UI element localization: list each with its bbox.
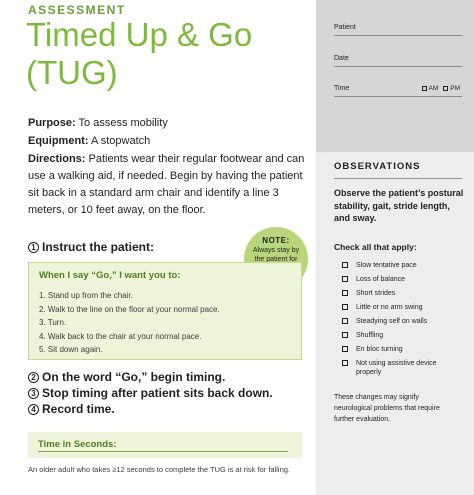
observation-checklist	[342, 261, 444, 383]
date-label: Date	[334, 55, 349, 62]
checklist-label: En bloc turning	[356, 346, 403, 353]
am-option[interactable]	[422, 85, 439, 92]
pm-label: PM	[450, 85, 460, 92]
checklist-label: Loss of balance	[356, 276, 406, 283]
panel-notch	[316, 144, 334, 153]
step-1-number: 1	[28, 242, 39, 253]
checklist-label: Not using assistive device properly	[356, 360, 437, 376]
step-2-text: On the word “Go,” begin timing.	[42, 370, 226, 384]
date-field[interactable]	[334, 55, 462, 62]
checkbox[interactable]	[342, 332, 348, 338]
checkbox[interactable]	[342, 276, 348, 282]
am-checkbox[interactable]	[422, 86, 427, 91]
date-underline	[334, 66, 462, 67]
time-underline	[334, 96, 462, 97]
checklist-label: Shuffling	[356, 332, 384, 339]
equipment-label: Equipment:	[28, 135, 89, 147]
directions-label: Directions:	[28, 153, 86, 165]
step-2	[28, 370, 225, 384]
step-3	[28, 386, 273, 400]
time-in-seconds-label: Time in Seconds:	[38, 439, 117, 450]
purpose-line	[28, 115, 310, 132]
evaluation-note: These changes may signify neurological problems that require further evaluation.	[334, 394, 440, 423]
checklist-item[interactable]	[342, 289, 444, 303]
checkbox[interactable]	[342, 318, 348, 324]
section-label: ASSESSMENT	[28, 3, 126, 17]
instructions-heading: When I say “Go,” I want you to:	[39, 270, 181, 281]
equipment-text: A stopwatch	[88, 135, 151, 147]
checklist-item[interactable]	[342, 303, 444, 317]
pm-checkbox[interactable]	[443, 86, 448, 91]
patient-label: Patient	[334, 24, 356, 31]
checkbox[interactable]	[342, 262, 348, 268]
step-4-text: Record time.	[42, 402, 115, 416]
patient-field[interactable]	[334, 24, 462, 31]
purpose-text: To assess mobility	[75, 117, 168, 129]
time-in-seconds-field[interactable]	[38, 451, 288, 452]
time-field[interactable]	[334, 85, 462, 92]
checklist-item[interactable]	[342, 261, 444, 275]
time-in-seconds-row	[28, 432, 302, 458]
note-body: Always stay by the patient for	[252, 247, 300, 263]
observations-divider	[334, 178, 462, 179]
page-title-line2: (TUG)	[26, 54, 118, 91]
page-title-line1: Timed Up & Go	[26, 16, 253, 53]
observations-panel	[316, 0, 474, 495]
step-4-number: 4	[28, 404, 39, 415]
patient-info-panel	[316, 0, 474, 152]
checkbox[interactable]	[342, 290, 348, 296]
step-1	[28, 240, 154, 254]
step-3-text: Stop timing after patient sits back down.	[42, 386, 273, 400]
instructions-list	[39, 289, 220, 357]
checklist-label: Short strides	[356, 290, 396, 297]
step-1-text: Instruct the patient:	[42, 240, 155, 254]
instruction-item: 5. Sit down again.	[39, 345, 103, 354]
am-label: AM	[428, 85, 439, 92]
patient-underline	[334, 35, 462, 36]
checklist-item[interactable]	[342, 317, 444, 331]
pm-option[interactable]	[443, 85, 460, 92]
instruction-item: 1. Stand up from the chair.	[39, 291, 133, 300]
checkbox[interactable]	[342, 304, 348, 310]
checklist-label: Steadying self on walls	[356, 318, 428, 325]
step-4	[28, 402, 115, 416]
check-all-heading: Check all that apply:	[334, 242, 417, 252]
am-pm-options	[422, 85, 461, 92]
purpose-label: Purpose:	[28, 117, 76, 129]
checklist-item[interactable]	[342, 331, 444, 345]
directions-text: Patients wear their regular footwear and can use a walking aid, if needed. Begin by having the patient sit back in a standard arm chair and identify a line 3 meters, or 10 feet away, on the floor.	[28, 153, 305, 216]
directions-paragraph	[28, 151, 310, 219]
checklist-label: Little or no arm swing	[356, 304, 423, 311]
instruction-item: 2. Walk to the line on the floor at your normal pace.	[39, 304, 220, 314]
instructions-box	[28, 262, 302, 360]
step-3-number: 3	[28, 388, 39, 399]
instruction-item: 3. Turn.	[39, 318, 67, 327]
checkbox[interactable]	[342, 346, 348, 352]
checklist-item[interactable]	[342, 275, 444, 289]
risk-footnote: An older adult who takes ≥12 seconds to complete the TUG is at risk for falling.	[28, 465, 291, 474]
checkbox[interactable]	[342, 360, 348, 366]
equipment-line	[28, 133, 310, 150]
observations-title: OBSERVATIONS	[334, 161, 421, 172]
step-2-number: 2	[28, 372, 39, 383]
note-title: NOTE:	[262, 236, 290, 245]
instruction-item: 4. Walk back to the chair at your normal pace.	[39, 331, 202, 341]
checklist-item[interactable]	[342, 345, 444, 359]
checklist-item[interactable]	[342, 359, 444, 383]
checklist-label: Slow tentative pace	[356, 262, 417, 269]
time-label: Time	[334, 85, 350, 92]
observations-prompt: Observe the patient’s postural stability, gait, stride length, and sway.	[334, 188, 464, 223]
